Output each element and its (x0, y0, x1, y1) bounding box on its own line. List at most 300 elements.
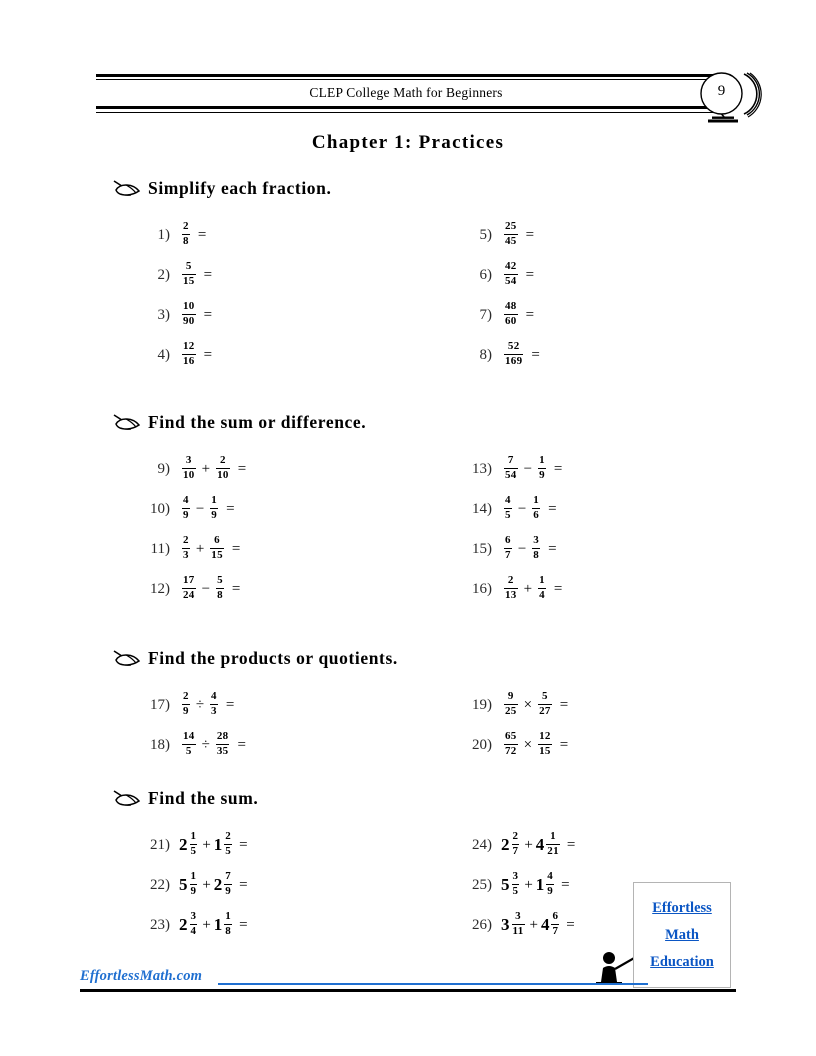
problem-expression (179, 912, 248, 939)
fraction-denominator: 7 (552, 925, 559, 938)
fraction-numerator: 12 (183, 340, 195, 352)
fraction-denominator: 10 (183, 469, 195, 482)
equals-sign: = (237, 460, 247, 477)
fraction (512, 911, 525, 938)
fraction-numerator: 9 (507, 690, 514, 702)
operator: ÷ (195, 696, 205, 713)
problem (140, 576, 246, 616)
fraction-numerator: 1 (211, 494, 218, 506)
mixed-number (214, 832, 234, 859)
fraction-denominator: 8 (183, 235, 189, 248)
problem-column-left (140, 456, 246, 616)
fraction (546, 871, 554, 898)
problem-expression (501, 496, 557, 523)
problem-number: 14) (472, 500, 492, 517)
problem (462, 692, 568, 732)
fraction-numerator: 3 (190, 910, 197, 922)
fraction (190, 911, 198, 938)
fraction-denominator: 11 (512, 925, 524, 938)
equals-sign: = (566, 916, 575, 933)
fraction-denominator: 5 (190, 845, 197, 858)
problem-column-right (462, 222, 540, 382)
problem-expression (179, 692, 234, 719)
problem-expression (179, 222, 206, 249)
fraction (224, 871, 232, 898)
problem-number: 25) (472, 876, 492, 893)
fraction-denominator: 7 (505, 549, 511, 562)
operator: + (201, 460, 211, 477)
fraction (182, 495, 190, 522)
fraction-numerator: 12 (539, 730, 551, 742)
problem-expression (501, 692, 568, 719)
problem-expression (501, 872, 570, 899)
section-heading-label: Find the sum or difference. (148, 412, 367, 432)
whole-number: 5 (179, 875, 188, 895)
mixed-number (179, 872, 199, 899)
problem (140, 912, 248, 952)
mixed-number (501, 872, 521, 899)
fraction-numerator: 10 (183, 300, 195, 312)
operator: − (523, 460, 533, 477)
problem (462, 912, 575, 952)
problem-column-left (140, 832, 248, 952)
equals-sign: = (239, 876, 248, 893)
problem (140, 302, 212, 342)
fraction-numerator: 1 (539, 574, 545, 586)
equals-sign: = (548, 500, 557, 517)
fraction-numerator: 1 (550, 830, 556, 842)
fraction-numerator: 6 (552, 910, 559, 922)
fraction (538, 731, 552, 758)
section-heading-label: Find the sum. (148, 788, 259, 808)
problem-expression (179, 732, 246, 759)
section-heading-label: Simplify each fraction. (148, 178, 332, 198)
footer-rule (80, 989, 736, 992)
equals-sign: = (197, 226, 207, 243)
operator: + (202, 836, 211, 853)
section-heading (112, 788, 258, 809)
mixed-number (536, 832, 562, 859)
equals-sign: = (548, 540, 557, 557)
whole-number: 2 (179, 915, 188, 935)
problem-expression (179, 576, 240, 603)
problem (140, 496, 246, 536)
fraction (182, 341, 196, 368)
fraction-numerator: 1 (225, 910, 232, 922)
problem-expression (179, 832, 248, 859)
fraction (182, 455, 196, 482)
equals-sign: = (226, 500, 235, 517)
problem (462, 536, 562, 576)
section-heading (112, 412, 366, 433)
problem-expression (501, 912, 575, 939)
logo-line-3: Education (650, 953, 714, 970)
fraction-denominator: 9 (190, 885, 197, 898)
fraction-numerator: 42 (505, 260, 517, 272)
problem-column-left (140, 692, 246, 772)
fraction-denominator: 4 (190, 925, 197, 938)
fraction (504, 301, 518, 328)
problem-number: 4) (157, 346, 170, 363)
whole-number: 3 (501, 915, 510, 935)
fraction (224, 831, 232, 858)
fraction-denominator: 5 (225, 845, 232, 858)
equals-sign: = (559, 736, 569, 753)
whole-number: 1 (213, 835, 223, 855)
fraction-numerator: 3 (515, 910, 521, 922)
fraction (182, 221, 190, 248)
fraction (216, 455, 230, 482)
fraction-numerator: 25 (505, 220, 517, 232)
fraction-denominator: 4 (539, 589, 545, 602)
problem-expression (179, 496, 235, 523)
fraction-denominator: 54 (505, 275, 517, 288)
problem (462, 262, 540, 302)
equals-sign: = (203, 346, 213, 363)
fraction (504, 575, 518, 602)
problem-expression (501, 222, 534, 249)
operator: − (201, 580, 211, 597)
fraction-numerator: 4 (505, 494, 511, 506)
fraction (546, 831, 560, 858)
problem (462, 872, 575, 912)
problem-number: 20) (472, 736, 492, 753)
fraction (532, 535, 540, 562)
problem-number: 19) (472, 696, 492, 713)
problem (462, 302, 540, 342)
equals-sign: = (559, 696, 569, 713)
mixed-number (501, 832, 521, 859)
equals-sign: = (239, 836, 248, 853)
fraction (210, 495, 218, 522)
fraction-numerator: 4 (183, 494, 189, 506)
whole-number: 2 (501, 835, 510, 855)
section-heading (112, 178, 331, 199)
problem (462, 832, 575, 872)
fraction-numerator: 1 (190, 830, 197, 842)
problem (462, 496, 562, 536)
equals-sign: = (531, 346, 540, 363)
problem-expression (501, 456, 562, 483)
equals-sign: = (203, 306, 213, 323)
fraction-numerator: 7 (225, 870, 232, 882)
fraction (512, 871, 520, 898)
problem-number: 10) (150, 500, 170, 517)
fraction-numerator: 2 (183, 220, 189, 232)
problem-expression (501, 536, 557, 563)
problem-number: 26) (472, 916, 492, 933)
problem-number: 18) (150, 736, 170, 753)
fraction-numerator: 2 (507, 574, 514, 586)
operator: + (195, 540, 205, 557)
problem-number: 17) (150, 696, 170, 713)
problem-number: 8) (479, 346, 492, 363)
fraction-numerator: 4 (547, 870, 554, 882)
fraction-denominator: 25 (505, 705, 517, 718)
equals-sign: = (561, 876, 570, 893)
fraction-numerator: 1 (533, 494, 540, 506)
equals-sign: = (525, 226, 535, 243)
fraction-denominator: 16 (183, 355, 195, 368)
equals-sign: = (525, 266, 535, 283)
problem-number: 23) (150, 916, 170, 933)
fraction-denominator: 15 (539, 745, 551, 758)
fraction-denominator: 3 (211, 705, 217, 718)
fraction-denominator: 72 (505, 745, 517, 758)
fraction (504, 691, 518, 718)
fraction-denominator: 6 (533, 509, 540, 522)
problem-number: 24) (472, 836, 492, 853)
problem-expression (501, 342, 540, 369)
page-number: 9 (717, 83, 726, 99)
problem-number: 13) (472, 460, 492, 477)
fraction-numerator: 52 (507, 340, 520, 352)
mixed-number (214, 872, 234, 899)
fraction (182, 731, 196, 758)
fraction (182, 535, 190, 562)
problem-column-right (462, 692, 568, 772)
operator: + (524, 876, 533, 893)
problem (462, 342, 540, 382)
problem-number: 2) (157, 266, 170, 283)
problem-number: 21) (150, 836, 170, 853)
section-heading (112, 648, 398, 669)
fraction (538, 575, 546, 602)
fraction (504, 495, 512, 522)
fraction-denominator: 5 (505, 509, 511, 522)
problem (140, 222, 212, 262)
fraction-numerator: 1 (539, 454, 545, 466)
whole-number: 1 (213, 915, 223, 935)
fraction-denominator: 9 (225, 885, 232, 898)
operator: − (517, 500, 527, 517)
whole-number: 2 (213, 875, 223, 895)
problem-number: 5) (479, 226, 492, 243)
problem-number: 12) (150, 580, 170, 597)
fraction-denominator: 27 (539, 705, 551, 718)
fraction-denominator: 60 (505, 315, 517, 328)
fraction-denominator: 90 (183, 315, 195, 328)
header-title: CLEP College Math for Beginners (309, 85, 503, 100)
fraction (504, 535, 512, 562)
fraction (504, 731, 518, 758)
fraction (224, 911, 232, 938)
whole-number: 4 (540, 915, 550, 935)
problem-number: 6) (479, 266, 492, 283)
problem (140, 872, 248, 912)
fraction-numerator: 1 (190, 870, 197, 882)
fraction-numerator: 7 (507, 454, 514, 466)
fraction-denominator: 9 (183, 509, 189, 522)
equals-sign: = (553, 580, 563, 597)
fraction-numerator: 5 (185, 260, 192, 272)
fraction-denominator: 9 (183, 705, 189, 718)
whole-number: 1 (535, 875, 545, 895)
problem-expression (179, 302, 212, 329)
problem-expression (501, 302, 534, 329)
problem (140, 692, 246, 732)
fraction-numerator: 2 (183, 534, 189, 546)
problem (140, 732, 246, 772)
fraction-denominator: 21 (547, 845, 559, 858)
fraction-denominator: 13 (505, 589, 517, 602)
footer-blue-rule (218, 983, 648, 985)
fraction-numerator: 3 (533, 534, 540, 546)
fraction-numerator: 2 (512, 830, 519, 842)
header-rule-bottom-thin (96, 112, 716, 113)
equals-sign: = (553, 460, 563, 477)
operator: ÷ (201, 736, 210, 753)
problem (140, 342, 212, 382)
fraction (210, 535, 224, 562)
effortless-math-logo[interactable] (633, 882, 731, 988)
operator: − (517, 540, 527, 557)
equals-sign: = (525, 306, 535, 323)
fraction (551, 911, 559, 938)
fraction (504, 261, 518, 288)
fraction (532, 495, 540, 522)
problem-number: 9) (157, 460, 170, 477)
problem (140, 832, 248, 872)
problem (140, 262, 212, 302)
fraction (504, 341, 523, 368)
fraction (538, 455, 546, 482)
whole-number: 4 (535, 835, 545, 855)
operator: + (529, 916, 538, 933)
mixed-number (501, 912, 527, 939)
mixed-number (179, 912, 199, 939)
fraction (504, 455, 518, 482)
header-rule-bottom-thick (96, 106, 716, 109)
fraction-denominator: 24 (183, 589, 195, 602)
fraction (538, 691, 552, 718)
fraction-denominator: 15 (183, 275, 195, 288)
fraction-numerator: 4 (211, 690, 217, 702)
fraction (182, 261, 196, 288)
problem-expression (501, 576, 562, 603)
pen-nib-icon (112, 413, 142, 431)
fraction-numerator: 2 (219, 454, 226, 466)
operator: × (523, 736, 533, 753)
fraction-denominator: 7 (512, 845, 519, 858)
fraction-numerator: 3 (512, 870, 519, 882)
problem-column-left (140, 222, 212, 382)
equals-sign: = (237, 736, 246, 753)
whole-number: 5 (501, 875, 510, 895)
fraction-denominator: 3 (183, 549, 189, 562)
problem-number: 22) (150, 876, 170, 893)
problem-expression (501, 832, 575, 859)
mixed-number (214, 912, 234, 939)
fraction-numerator: 2 (183, 690, 189, 702)
fraction-denominator: 5 (185, 745, 192, 758)
fraction-numerator: 48 (505, 300, 517, 312)
pen-nib-icon (112, 179, 142, 197)
fraction-numerator: 5 (217, 574, 223, 586)
problem-expression (179, 872, 248, 899)
fraction-denominator: 35 (216, 745, 229, 758)
fraction-denominator: 54 (505, 469, 517, 482)
operator: − (195, 500, 205, 517)
problem-expression (501, 732, 568, 759)
logo-line-1: Effortless (652, 899, 712, 916)
fraction (512, 831, 520, 858)
problem (462, 222, 540, 262)
problem-expression (179, 342, 212, 369)
problem (462, 732, 568, 772)
section-heading-label: Find the products or quotients. (148, 648, 398, 668)
fraction (210, 691, 218, 718)
problem-column-right (462, 456, 562, 616)
fraction-denominator: 9 (539, 469, 545, 482)
fraction (216, 575, 224, 602)
fraction (216, 731, 230, 758)
page-title: Chapter 1: Practices (311, 132, 505, 153)
fraction (182, 691, 190, 718)
fraction-denominator: 45 (505, 235, 517, 248)
fraction-denominator: 8 (533, 549, 540, 562)
fraction (504, 221, 518, 248)
fraction-numerator: 6 (214, 534, 220, 546)
pen-nib-icon (112, 649, 142, 667)
page-header (96, 74, 716, 114)
problem (462, 576, 562, 616)
problem-number: 16) (472, 580, 492, 597)
problem (140, 536, 246, 576)
mixed-number (541, 912, 561, 939)
header-rule-top-thin (96, 79, 716, 80)
operator: + (523, 580, 533, 597)
equals-sign: = (231, 580, 241, 597)
operator: + (202, 916, 211, 933)
problem (140, 456, 246, 496)
fraction (190, 871, 198, 898)
fraction-denominator: 8 (217, 589, 223, 602)
globe-icon (698, 66, 762, 124)
fraction-denominator: 10 (217, 469, 229, 482)
equals-sign: = (239, 916, 248, 933)
teacher-pointer-icon (592, 948, 638, 988)
fraction-denominator: 15 (211, 549, 223, 562)
equals-sign: = (225, 696, 235, 713)
problem-number: 3) (157, 306, 170, 323)
fraction-denominator: 9 (547, 885, 554, 898)
problem-column-right (462, 832, 575, 952)
problem-expression (179, 262, 212, 289)
whole-number: 2 (179, 835, 188, 855)
fraction-numerator: 17 (183, 574, 195, 586)
footer-website-link[interactable]: EffortlessMath.com (80, 968, 203, 984)
fraction-denominator: 169 (505, 355, 523, 368)
fraction-numerator: 2 (225, 830, 232, 842)
pen-nib-icon (112, 789, 142, 807)
problem-expression (179, 456, 246, 483)
problem-expression (501, 262, 534, 289)
equals-sign: = (203, 266, 213, 283)
operator: + (202, 876, 211, 893)
mixed-number (536, 872, 556, 899)
fraction-numerator: 5 (541, 690, 548, 702)
fraction-numerator: 6 (505, 534, 511, 546)
logo-line-2: Math (665, 926, 699, 943)
fraction-numerator: 14 (183, 730, 195, 742)
header-rule-top-thick (96, 74, 716, 77)
fraction-numerator: 3 (185, 454, 192, 466)
fraction-denominator: 5 (512, 885, 519, 898)
equals-sign: = (231, 540, 241, 557)
operator: + (524, 836, 533, 853)
fraction-numerator: 28 (216, 730, 229, 742)
